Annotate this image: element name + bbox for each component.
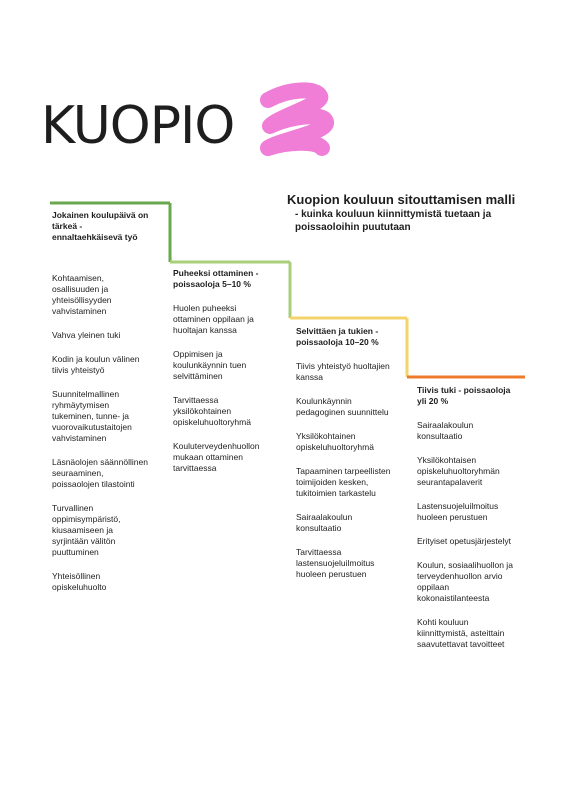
list-item: Huolen puheeksi ottaminen oppilaan ja huoltajan kanssa — [173, 303, 254, 335]
column-heading: Jokainen koulupäivä on tärkeä - ennaltaehkäisevä työ — [52, 210, 149, 242]
page-subtitle: - kuinka kouluun kiinnittymistä tuetaan ja poissaoloihin puututaan — [295, 209, 492, 233]
list-item: Tarvittaessa lastensuojeluilmoitus huoleen perustuen — [296, 547, 375, 579]
column-heading: Selvittäen ja tukien - poissaoloja 10–20 % — [296, 326, 379, 347]
list-item: Yksilökohtainen opiskeluhuoltoryhmä — [296, 431, 374, 452]
list-item: Kohti kouluun kiinnittymistä, asteittain saavutettavat tavoitteet — [417, 617, 505, 649]
list-item: Läsnäolojen säännöllinen seuraaminen, poissaolojen tilastointi — [52, 457, 148, 489]
column-prevention — [52, 210, 150, 606]
list-item: Kohtaamisen, osallisuuden ja yhteisöllisyyden vahvistaminen — [52, 273, 112, 316]
list-item: Turvallinen oppimisympäristö, kiusaamiseen ja syrjintään välitön puuttuminen — [52, 503, 121, 557]
list-item: Vahva yleinen tuki — [52, 330, 121, 340]
column-intensive-support — [417, 385, 515, 663]
list-item: Yksilökohtaisen opiskeluhuoltoryhmän seurantapalaverit — [417, 455, 500, 487]
list-item: Tapaaminen tarpeellisten toimijoiden kesken, tukitoimien tarkastelu — [296, 466, 391, 498]
column-heading: Tiivis tuki - poissaoloja yli 20 % — [417, 385, 511, 406]
list-item: Suunnitelmallinen ryhmäytymisen tukeminen, tunne- ja vuorovaikutustaitojen vahvistaminen — [52, 389, 132, 443]
list-item: Tarvittaessa yksilökohtainen opiskeluhuoltoryhmä — [173, 395, 251, 427]
column-raising-concern — [173, 268, 271, 487]
list-item: Oppimisen ja koulunkäynnin tuen selvittäminen — [173, 349, 247, 381]
list-item: Yhteisöllinen opiskeluhuolto — [52, 571, 107, 592]
column-investigating — [296, 326, 394, 593]
list-item: Kouluterveydenhuollon mukaan ottaminen tarvittaessa — [173, 441, 260, 473]
list-item: Lastensuojeluilmoitus huoleen perustuen — [417, 501, 499, 522]
list-item: Sairaalakoulun konsultaatio — [417, 420, 474, 441]
kuopio-logo-text: KUOPIO — [41, 96, 235, 156]
column-heading: Puheeksi ottaminen - poissaoloja 5–10 % — [173, 268, 259, 289]
list-item: Sairaalakoulun konsultaatio — [296, 512, 353, 533]
page-title: Kuopion kouluun sitouttamisen malli — [287, 192, 516, 207]
list-item: Tiivis yhteistyö huoltajien kanssa — [296, 361, 390, 382]
list-item: Koulun, sosiaalihuollon ja terveydenhuollon arvio oppilaan kokonaistilanteesta — [417, 560, 513, 603]
list-item: Erityiset opetusjärjestelyt — [417, 536, 512, 546]
list-item: Kodin ja koulun välinen tiivis yhteistyö — [52, 354, 140, 375]
list-item: Koulunkäynnin pedagoginen suunnittelu — [296, 396, 389, 417]
